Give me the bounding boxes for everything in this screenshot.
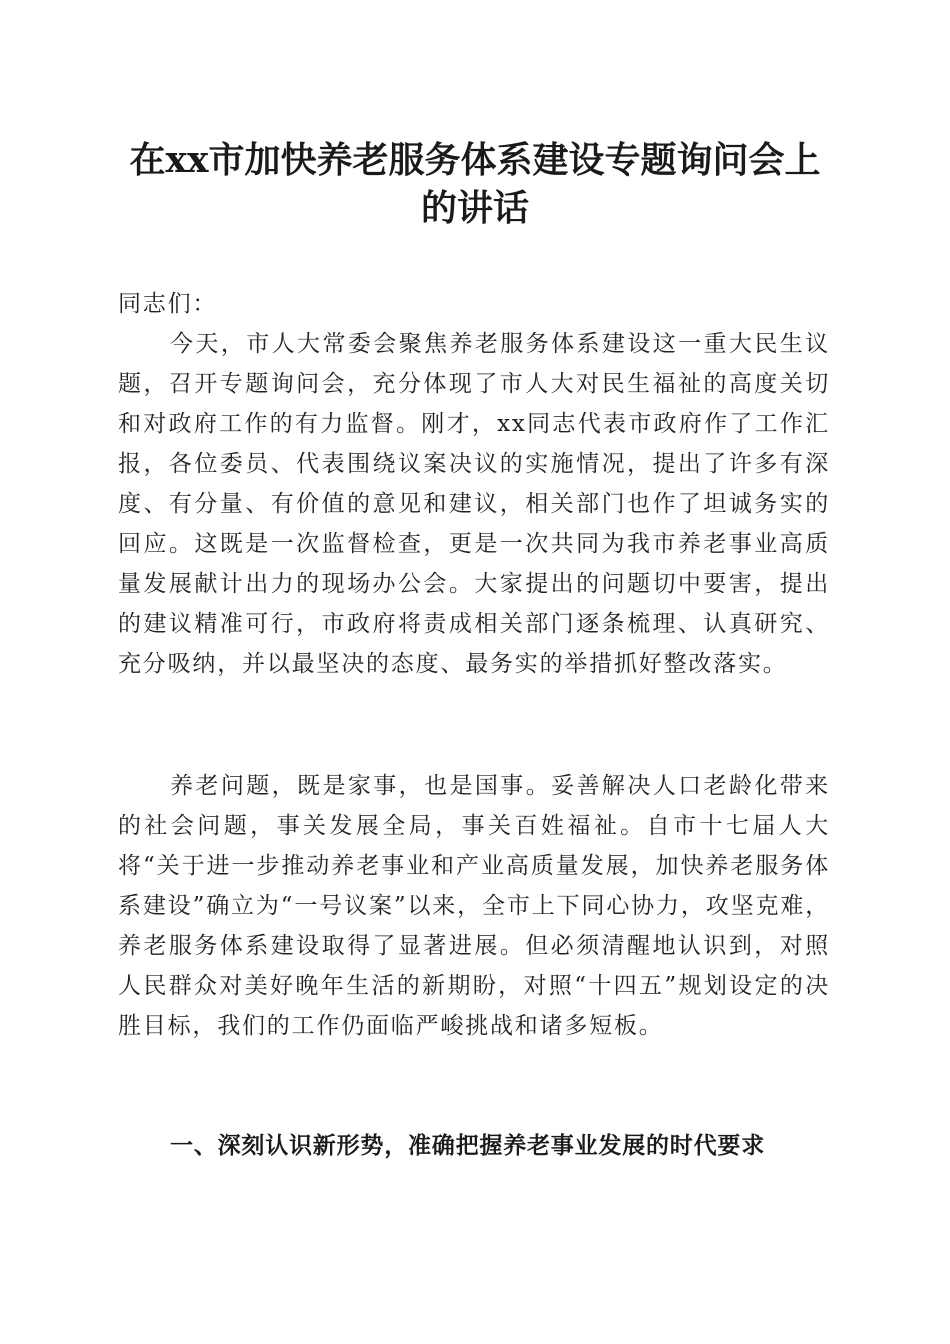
section-heading-1: 一、深刻认识新形势，准确把握养老事业发展的时代要求 bbox=[170, 1133, 765, 1159]
document-title: 在xx市加快养老服务体系建设专题询问会上的讲话 bbox=[129, 139, 821, 229]
paragraph-1: 今天，市人大常委会聚焦养老服务体系建设这一重大民生议题，召开专题询问会，充分体现了市人大对民生福祉的高度关切和对政府工作的有力监督。刚才，xx同志代表市政府作了工作汇报，各位委员、代表围绕议案决议的实施情况，提出了许多有深度、有分量、有价值的意见和建议，相关部门也作了坦诚务实的回应。这既是一次监督检查，更是一次共同为我市养老事业高质量发展献计出力的现场办公会。大家提出的问题切中要害，提出的建议精准可行，市政府将责成相关部门逐条梳理、认真研究、充分吸纳，并以最坚决的态度、最务实的举措抓好整改落实。 bbox=[118, 331, 830, 677]
paragraph-2: 养老问题，既是家事，也是国事。妥善解决人口老龄化带来的社会问题，事关发展全局，事关百姓福祉。自市十七届人大将“关于进一步推动养老事业和产业高质量发展，加快养老服务体系建设”确立为“一号议案”以来，全市上下同心协力，攻坚克难，养老服务体系建设取得了显著进展。但必须清醒地认识到，对照人民群众对美好晚年生活的新期盼，对照“十四五”规划设定的决胜目标，我们的工作仍面临严峻挑战和诸多短板。 bbox=[118, 773, 830, 1039]
salutation: 同志们： bbox=[118, 291, 218, 317]
